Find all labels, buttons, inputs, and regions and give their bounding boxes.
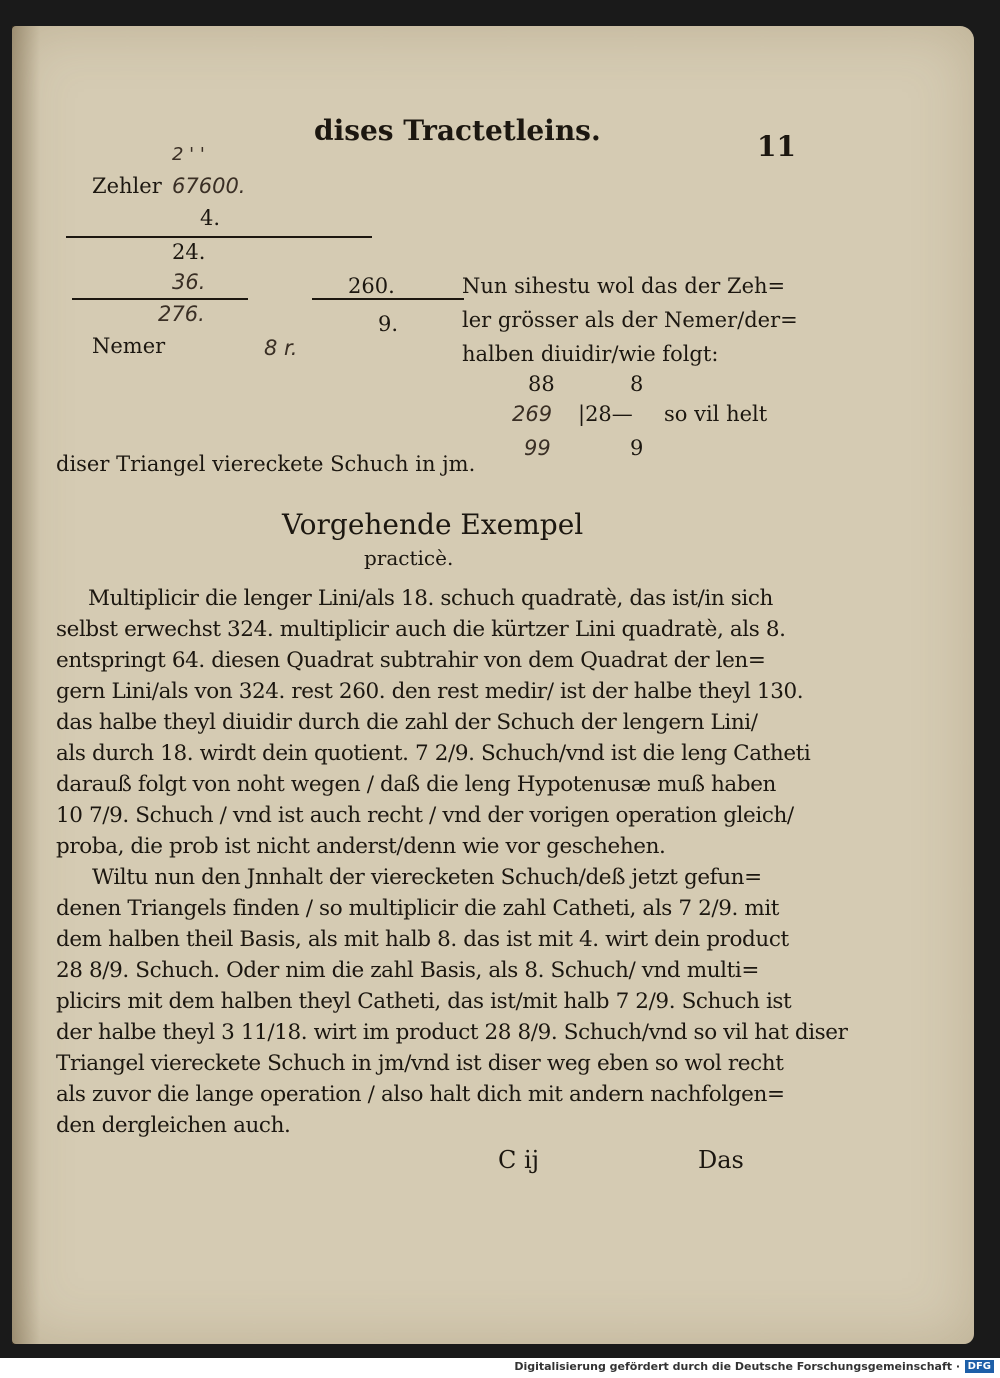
calc-rule-3 bbox=[312, 298, 464, 300]
running-title: dises Tractetleins. bbox=[314, 114, 601, 147]
calc-conclusion: diser Triangel viereckete Schuch in jm. bbox=[56, 452, 476, 476]
nemer-value: 8 r. bbox=[264, 336, 298, 360]
signature-mark: C ij bbox=[498, 1146, 540, 1174]
division-so-vil-helt: so vil helt bbox=[664, 402, 768, 426]
calc-number-276: 276. bbox=[158, 302, 205, 326]
calc-number-24: 24. bbox=[172, 240, 206, 264]
section-subtitle: practicè. bbox=[364, 546, 454, 570]
side-text-line-2: ler grösser als der Nemer/der= bbox=[462, 308, 798, 332]
digitization-footer bbox=[0, 1358, 1000, 1378]
funding-credit: Digitalisierung gefördert durch die Deutsche Forschungsgemeinschaft · bbox=[514, 1360, 960, 1373]
division-8: 8 bbox=[630, 372, 644, 396]
nemer-label: Nemer bbox=[92, 334, 166, 358]
paragraph-line: denen Triangels finden / so multiplicir die zahl Catheti, als 7 2/9. mit bbox=[56, 896, 780, 921]
page-number: 11 bbox=[757, 130, 796, 163]
calc-rule-1 bbox=[66, 236, 372, 238]
paragraph-line: Triangel viereckete Schuch in jm/vnd ist diser weg eben so wol recht bbox=[56, 1051, 784, 1076]
calc-number-36: 36. bbox=[172, 270, 206, 294]
division-99: 99 bbox=[524, 436, 551, 460]
carry-marks: 2 ' ' bbox=[172, 144, 205, 165]
paragraph-line: selbst erwechst 324. multiplicir auch die kürtzer Lini quadratè, als 8. bbox=[56, 617, 786, 642]
division-9: 9 bbox=[630, 436, 644, 460]
paragraph-line: entspringt 64. diesen Quadrat subtrahir von dem Quadrat der len= bbox=[56, 648, 766, 673]
zehler-value: 67600. bbox=[172, 174, 246, 198]
dfg-logo: DFG bbox=[965, 1360, 994, 1373]
paragraph-line: dem halben theil Basis, als mit halb 8. das ist mit 4. wirt dein product bbox=[56, 927, 789, 952]
paragraph-line: proba, die prob ist nicht anderst/denn wie vor geschehen. bbox=[56, 834, 666, 859]
paragraph-line: gern Lini/als von 324. rest 260. den rest medir/ ist der halbe theyl 130. bbox=[56, 679, 804, 704]
catchword: Das bbox=[698, 1146, 744, 1174]
paragraph-line: plicirs mit dem halben theyl Catheti, das ist/mit halb 7 2/9. Schuch ist bbox=[56, 989, 792, 1014]
calc-number-260: 260. bbox=[348, 274, 395, 298]
division-88: 88 bbox=[528, 372, 555, 396]
calc-number-4: 4. bbox=[200, 206, 221, 230]
paragraph-line: 28 8/9. Schuch. Oder nim die zahl Basis, als 8. Schuch/ vnd multi= bbox=[56, 958, 759, 983]
calc-number-9: 9. bbox=[378, 312, 399, 336]
book-page bbox=[12, 26, 974, 1344]
paragraph-line: Multiplicir die lenger Lini/als 18. schuch quadratè, das ist/in sich bbox=[88, 586, 773, 611]
paragraph-line: der halbe theyl 3 11/18. wirt im product 28 8/9. Schuch/vnd so vil hat diser bbox=[56, 1020, 848, 1045]
division-269: 269 bbox=[512, 402, 553, 426]
calc-rule-2 bbox=[72, 298, 248, 300]
paragraph-line: als zuvor die lange operation / also halt dich mit andern nachfolgen= bbox=[56, 1082, 785, 1107]
paragraph-line: darauß folgt von noht wegen / daß die leng Hypotenusæ muß haben bbox=[56, 772, 776, 797]
zehler-label: Zehler bbox=[92, 174, 162, 198]
paragraph-line: 10 7/9. Schuch / vnd ist auch recht / vnd der vorigen operation gleich/ bbox=[56, 803, 794, 828]
side-text-line-3: halben diuidir/wie folgt: bbox=[462, 342, 719, 366]
paragraph-line: den dergleichen auch. bbox=[56, 1113, 291, 1138]
paragraph-line: das halbe theyl diuidir durch die zahl der Schuch der lengern Lini/ bbox=[56, 710, 758, 735]
paragraph-line: Wiltu nun den Jnnhalt der vierecketen Schuch/deß jetzt gefun= bbox=[92, 865, 762, 890]
division-28: |28— bbox=[578, 402, 633, 426]
side-text-line-1: Nun sihestu wol das der Zeh= bbox=[462, 274, 786, 298]
paragraph-line: als durch 18. wirdt dein quotient. 7 2/9. Schuch/vnd ist die leng Catheti bbox=[56, 741, 811, 766]
section-title: Vorgehende Exempel bbox=[282, 508, 584, 541]
